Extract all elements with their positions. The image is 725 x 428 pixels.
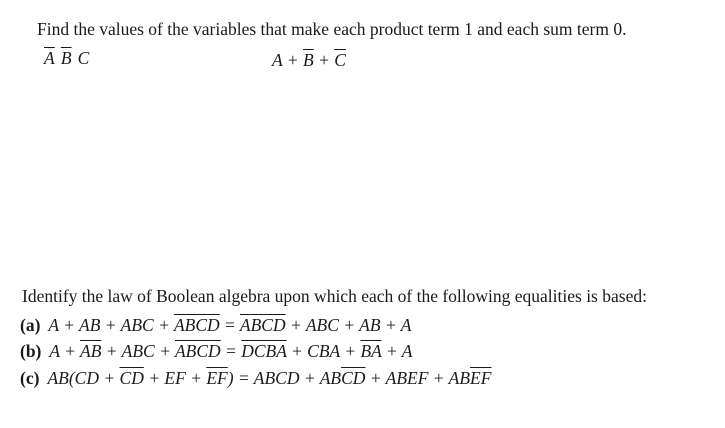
question-1-instruction: Find the values of the variables that make each product term 1 and each sum term 0.: [37, 19, 627, 39]
sum-term-expression: $A + \overline{B} + \overline{C}$: [272, 50, 346, 70]
equality-b: (b) $A + \overline{AB}$ + ABC + ABCD = DCBA + CBA + $\overline{BA} + A$: [20, 341, 413, 361]
item-label-a: (a): [20, 315, 41, 335]
question-2-instruction: Identify the law of Boolean algebra upon which each of the following equalities is based:: [22, 286, 647, 306]
equality-c: (c) $AB(CD + \overline{CD}$ + EF + $\overline{EF}$) = ABCD + $AB\overline{CD}$ + ABEF + $AB\overline{EF}$: [20, 368, 492, 388]
item-label-b: (b): [20, 341, 42, 361]
item-label-c: (c): [20, 368, 40, 388]
equality-a: (a) A + AB + ABC + ABCD = ABCD + ABC + AB + A: [20, 315, 412, 335]
product-term-expression: $\overline{A}$ $\overline{B}$ C: [44, 48, 90, 68]
